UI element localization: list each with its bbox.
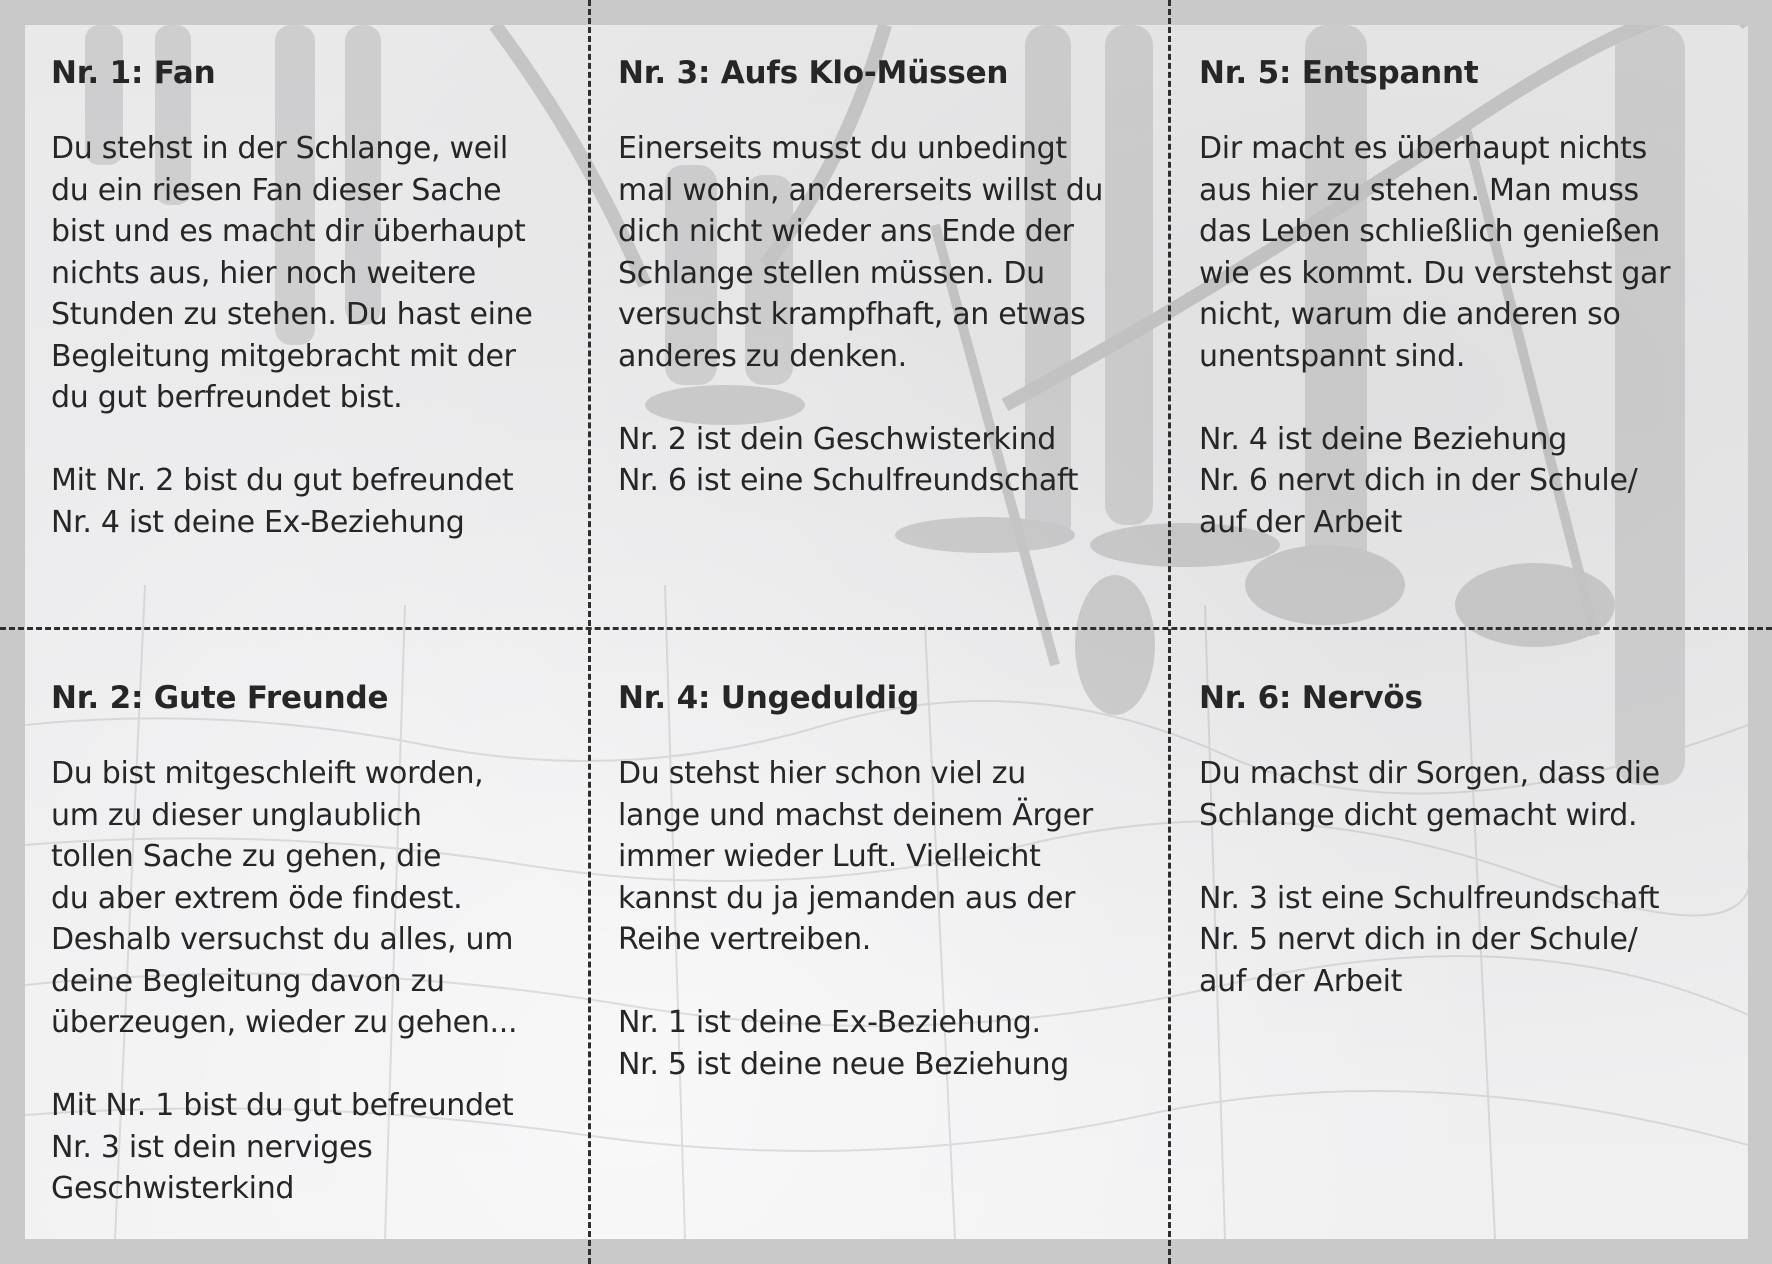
role-card-description: Dir macht es überhaupt nichts aus hier zu stehen. Man muss das Leben schließlich genießen wie es kommt. Du verstehst gar nicht, warum die anderen so unentspannt sind. — [1199, 131, 1671, 374]
role-card-2 — [51, 677, 601, 1210]
role-card-relations: Nr. 4 ist deine Beziehung Nr. 6 nervt dich in der Schule/ auf der Arbeit — [1199, 421, 1638, 540]
role-card-description: Einerseits musst du unbedingt mal wohin, andererseits willst du dich nicht wieder ans Ende der Schlange stellen müssen. Du versuchst krampfhaft, an etwas anderes zu denken. — [618, 131, 1104, 374]
role-card-title: Nr. 3: Aufs Klo-Müssen — [618, 55, 1009, 91]
cut-line-vertical-left — [588, 0, 591, 1264]
role-card-title: Nr. 1: Fan — [51, 55, 216, 91]
role-card-3 — [618, 52, 1173, 502]
role-card-relations: Mit Nr. 2 bist du gut befreundet Nr. 4 ist deine Ex-Beziehung — [51, 463, 514, 540]
role-card-title: Nr. 4: Ungeduldig — [618, 680, 920, 716]
role-card-title: Nr. 2: Gute Freunde — [51, 680, 389, 716]
role-card-description: Du bist mitgeschleift worden, um zu dieser unglaublich tollen Sache zu gehen, die du aber extrem öde findest. Deshalb versuchst du alles, um deine Begleitung davon zu überzeugen, wieder zu gehen... — [51, 756, 518, 1040]
role-card-5 — [1199, 52, 1744, 543]
role-card-description: Du stehst in der Schlange, weil du ein riesen Fan dieser Sache bist und es macht dir überhaupt nichts aus, hier noch weitere Stunden zu stehen. Du hast eine Begleitung mitgebracht mit der du gut berfreundet bist. — [51, 131, 533, 415]
role-card-relations: Nr. 2 ist dein Geschwisterkind Nr. 6 ist eine Schulfreundschaft — [618, 421, 1079, 498]
role-card-relations: Nr. 3 ist eine Schulfreundschaft Nr. 5 nervt dich in der Schule/ auf der Arbeit — [1199, 880, 1660, 999]
role-card-relations: Nr. 1 ist deine Ex-Beziehung. Nr. 5 ist deine neue Beziehung — [618, 1005, 1069, 1082]
role-card-relations: Mit Nr. 1 bist du gut befreundet Nr. 3 ist dein nerviges Geschwisterkind — [51, 1088, 514, 1206]
role-card-sheet — [25, 25, 1748, 1239]
role-card-title: Nr. 6: Nervös — [1199, 680, 1423, 716]
role-card-description: Du stehst hier schon viel zu lange und machst deinem Ärger immer wieder Luft. Vielleicht kannst du ja jemanden aus der Reihe vertreiben. — [618, 756, 1093, 957]
role-card-1 — [51, 52, 601, 543]
role-card-6 — [1199, 677, 1744, 1002]
role-card-description: Du machst dir Sorgen, dass die Schlange dicht gemacht wird. — [1199, 756, 1660, 833]
role-card-4 — [618, 677, 1183, 1085]
cut-line-vertical-right — [1168, 0, 1171, 1264]
cut-line-horizontal — [0, 627, 1772, 630]
role-card-title: Nr. 5: Entspannt — [1199, 55, 1479, 91]
